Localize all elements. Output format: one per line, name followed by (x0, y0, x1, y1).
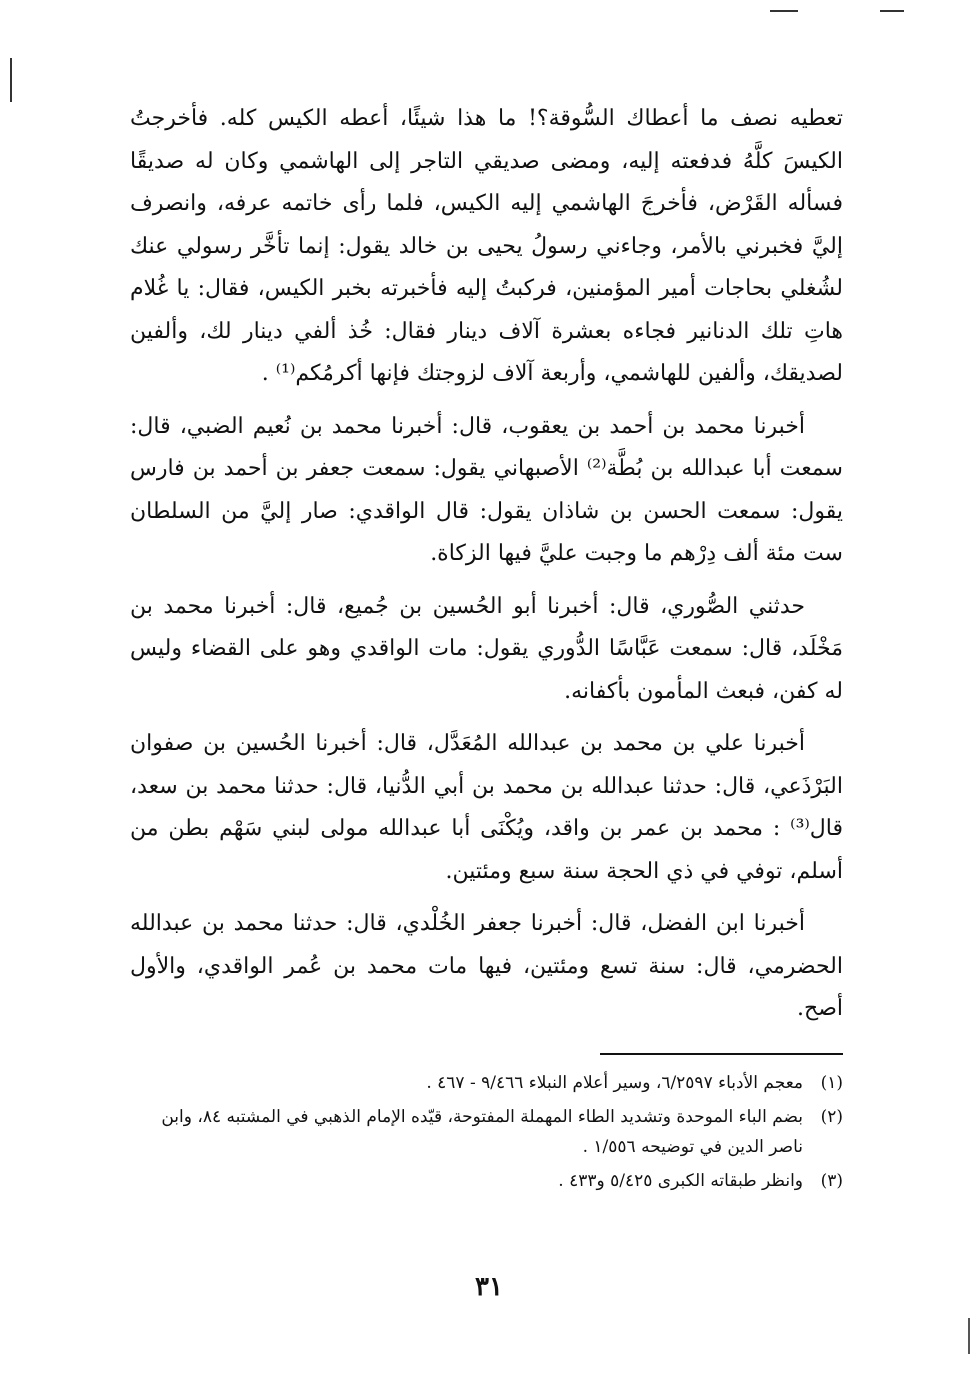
footnote-number: (٣) (820, 1171, 843, 1191)
page-body (130, 98, 843, 1031)
footnote-number: (٢) (820, 1107, 843, 1127)
paragraph-5: أخبرنا ابن الفضل، قال: أخبرنا جعفر الخُلْدي، قال: حدثنا محمد بن عبدالله الحضرمي، قال: سنة تسع ومئتين، فيها مات محمد بن عُمر الواقدي، والأول أصح. (130, 911, 843, 1021)
paragraph-4: أخبرنا علي بن محمد بن عبدالله المُعَدَّل، قال: أخبرنا الحُسين بن صفوان البَرْذَعي، قال: حدثنا عبدالله بن محمد بن أبي الدُّنيا، قال: حدثنا محمد بن سعد، قال⁽³⁾ : محمد بن عمر بن واقد، ويُكْنَى أبا عبدالله مولى لبني سَهْم بطن من أسلم، توفي في ذي الحجة سنة سبع ومئتين. (130, 731, 843, 884)
paragraph-3: حدثني الصُّوري، قال: أخبرنا أبو الحُسين بن جُميع، قال: أخبرنا محمد بن مَخْلَد، قال: سمعت عَبَّاسًا الدُّوري يقول: مات الواقدي وهو على القضاء وليس له كفن، فبعث المأمون بأكفانه. (130, 593, 843, 704)
page-number: ٣١ (475, 1272, 503, 1302)
scan-mark-left (10, 58, 12, 102)
footnote-number: (١) (820, 1073, 843, 1093)
footnote-text: بضم الباء الموحدة وتشديد الطاء المهملة المفتوحة، قيّده الإمام الذهبي في المشتبه ٨٤، وابن ناصر الدين في توضيحه ١/٥٥٦ . (161, 1107, 803, 1157)
scan-mark-right (968, 1318, 970, 1354)
footnote-text: وانظر طبقاته الكبرى ٥/٤٢٥ و٤٣٣ . (558, 1171, 803, 1191)
footnote-separator (600, 1053, 843, 1055)
scan-mark-top-left (770, 10, 798, 12)
paragraph-2: أخبرنا محمد بن أحمد بن يعقوب، قال: أخبرنا محمد بن نُعيم الضبي، قال: سمعت أبا عبدالله بن بُطَّة⁽²⁾ الأصبهاني يقول: سمعت جعفر بن أحمد بن فارس يقول: سمعت الحسن بن شاذان يقول: قال الواقدي: صار إليَّ من السلطان ست مئة ألف دِرْهم ما وجبت عليَّ فيها الزكاة. (130, 413, 843, 566)
footnote-text: معجم الأدباء ٦/٢٥٩٧، وسير أعلام النبلاء ٩/٤٦٦ - ٤٦٧ . (426, 1073, 803, 1093)
footnote-2 (130, 1102, 843, 1162)
footnotes (130, 1068, 843, 1200)
footnote-1 (130, 1068, 843, 1098)
paragraph-1: تعطيه نصف ما أعطاك السُّوقة؟! ما هذا شيئًا، أعطه الكيس كله. فأخرجتُ الكيسَ كلَّهُ فدفعته إليه، ومضى صديقي التاجر إلى الهاشمي وكان له صديقًا فسأله القَرْض، فأخرجَ الهاشمي إليه الكيس، فلما رأى خاتمه عرفه، وانصرف إليَّ فخبرني بالأمر، وجاءني رسولُ يحيى بن خالد يقول: إنما تأخَّر رسولي عنك لشُغلي بحاجات أمير المؤمنين، فركبتُ إليه فأخبرته بخبر الكيس، فقال: يا غُلام هاتِ تلك الدنانير فجاءه بعشرة آلاف دينار فقال: خُذ ألفي دينار لك، وألفين لصديقك، وألفين للهاشمي، وأربعة آلاف لزوجتك فإنها أكرمُكم⁽¹⁾ . (130, 106, 843, 386)
footnote-3 (130, 1166, 843, 1196)
scan-mark-top-right (880, 10, 904, 12)
